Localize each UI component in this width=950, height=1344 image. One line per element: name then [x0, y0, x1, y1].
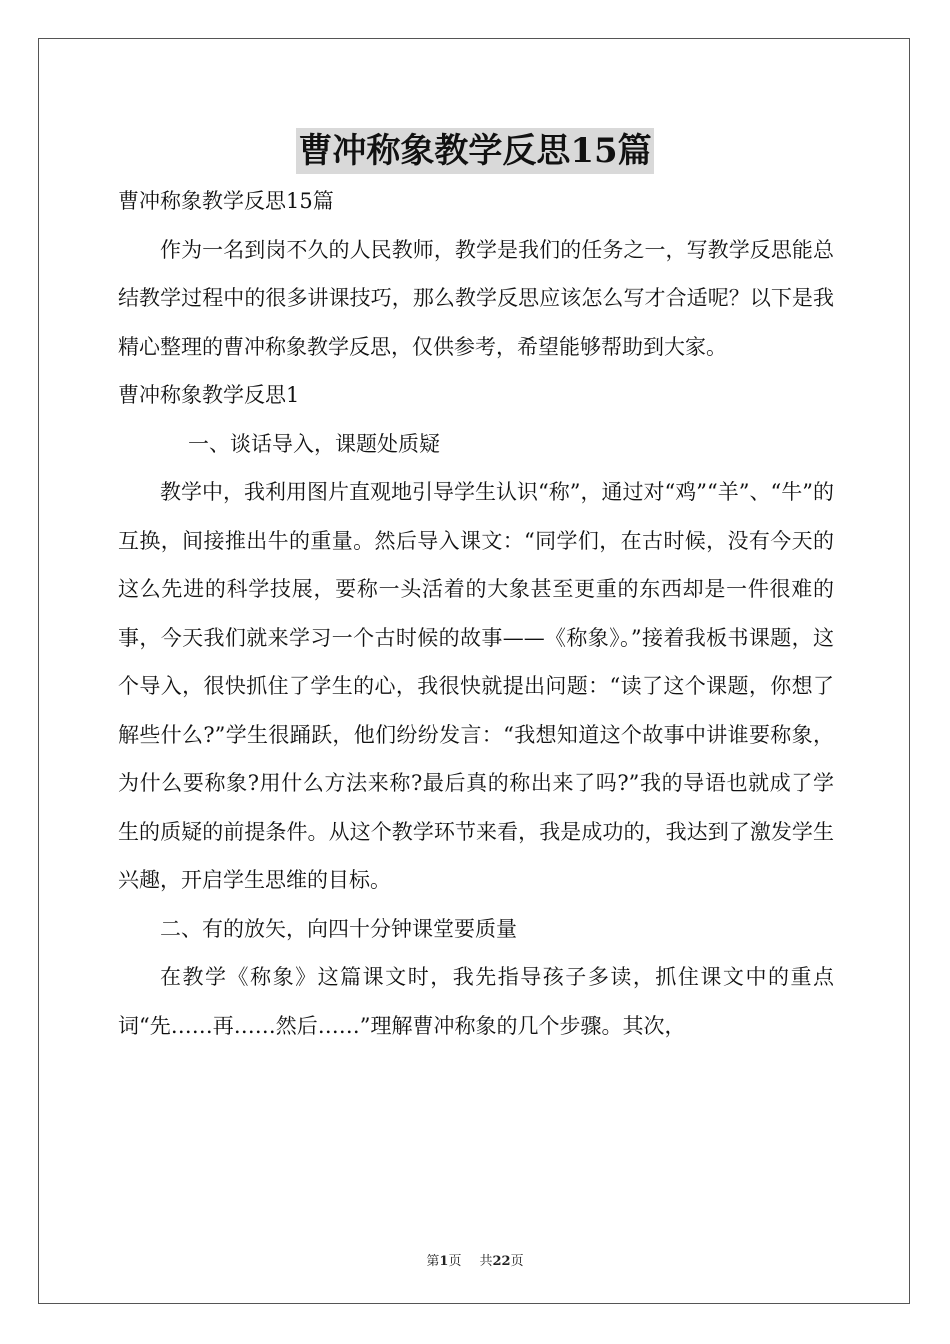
intro-paragraph: 作为一名到岗不久的人民教师，教学是我们的任务之一，写教学反思能总结教学过程中的很多讲课技巧，那么教学反思应该怎么写才合适呢？以下是我精心整理的曹冲称象教学反思，仅供参考，希望能够帮助到大家。 — [118, 237, 834, 359]
document-title: 曹冲称象教学反思15篇 — [296, 128, 653, 174]
body-paragraph-2: 在教学《称象》这篇课文时，我先指导孩子多读，抓住课文中的重点词“先……再……然后……”理解曹冲称象的几个步骤。其次， — [118, 965, 834, 1038]
total-prefix: 共 — [479, 1254, 493, 1269]
document-title-wrapper — [0, 128, 950, 180]
page-footer — [0, 1250, 950, 1269]
page-current: 1 — [439, 1254, 449, 1269]
subsection-heading-1: 一、谈话导入，课题处质疑 — [188, 431, 440, 456]
subsection-heading-2: 二、有的放矢，向四十分钟课堂要质量 — [160, 916, 517, 941]
section-heading-1: 曹冲称象教学反思1 — [118, 383, 300, 407]
total-suffix: 页 — [510, 1254, 524, 1269]
body-paragraph-1: 教学中，我利用图片直观地引导学生认识“称”，通过对“鸡”“羊”、“牛”的互换，间接推出牛的重量。然后导入课文：“同学们，在古时候，没有今天的这么先进的科学技展，要称一头活着的大象甚至更重的东西却是一件很难的事，今天我们就来学习一个古时候的故事——《称象》。”接着我板书课题，这个导入，很快抓住了学生的心，我很快就提出问题：“读了这个课题，你想了解些什么?”学生很踊跃，他们纷纷发言：“我想知道这个故事中讲谁要称象，为什么要称象?用什么方法来称?最后真的称出来了吗?”我的导语也就成了学生的质疑的前提条件。从这个教学环节来看，我是成功的，我达到了激发学生兴趣，开启学生思维的目标。 — [118, 480, 834, 892]
subtitle-line: 曹冲称象教学反思15篇 — [118, 189, 334, 213]
document-body — [118, 177, 834, 1050]
page-total: 22 — [492, 1254, 511, 1269]
page-suffix: 页 — [448, 1254, 462, 1269]
page-prefix: 第 — [426, 1254, 440, 1269]
